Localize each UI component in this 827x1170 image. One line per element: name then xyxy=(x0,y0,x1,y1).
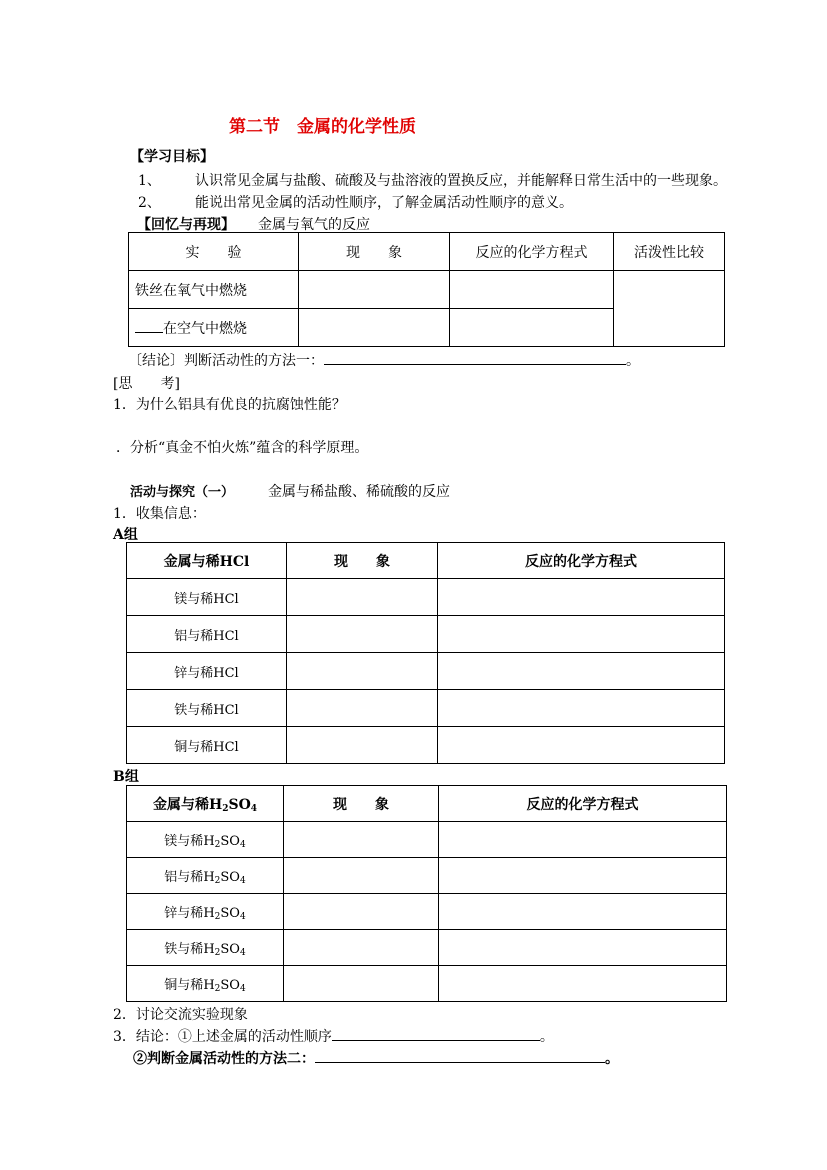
table-cell xyxy=(438,690,725,727)
blank-line xyxy=(135,332,163,333)
formula-subscript: 4 xyxy=(239,839,246,850)
formula-part: H xyxy=(203,977,215,993)
formula-subscript: 2 xyxy=(214,911,221,922)
row-text: 镁与稀 xyxy=(164,833,204,849)
formula-subscript: 2 xyxy=(214,839,221,850)
table-row-label: 镁与稀HCl xyxy=(127,579,287,616)
table-cell xyxy=(439,966,727,1002)
group-a-label: A组 xyxy=(113,527,138,543)
table-row-label: 锌与稀HCl xyxy=(127,653,287,690)
table-cell xyxy=(439,894,727,930)
formula-subscript: 4 xyxy=(239,983,246,994)
table-cell xyxy=(284,858,439,894)
table-cell xyxy=(299,271,450,309)
table-cell xyxy=(450,271,614,309)
activity-heading: 活动与探究（一） xyxy=(130,485,235,500)
table-header: 现 象 xyxy=(299,233,450,271)
table-cell xyxy=(284,894,439,930)
formula-part: SO xyxy=(220,905,240,921)
formula-subscript: 2 xyxy=(222,803,229,814)
h2so4-reaction-table xyxy=(126,785,727,1002)
table-row-label xyxy=(127,930,284,966)
formula-subscript: 2 xyxy=(214,947,221,958)
formula-part: SO xyxy=(220,869,240,885)
table-header: 活泼性比较 xyxy=(614,233,725,271)
goal-1-text: 认识常见金属与盐酸、硫酸及与盐溶液的置换反应，并能解释日常生活中的一些现象。 xyxy=(195,173,727,189)
activity-subtitle: 金属与稀盐酸、稀硫酸的反应 xyxy=(268,484,450,500)
table-header: 现 象 xyxy=(287,543,438,579)
review-heading: 【回忆与再现】 xyxy=(137,217,235,233)
table-cell xyxy=(287,579,438,616)
period: 。 xyxy=(626,353,640,369)
row-text: 铁与稀 xyxy=(164,941,204,957)
table-cell xyxy=(439,822,727,858)
row-text: 铜与稀 xyxy=(164,977,204,993)
table-cell xyxy=(287,653,438,690)
goal-1-number: 1、 xyxy=(138,173,161,189)
formula-subscript: 2 xyxy=(214,875,221,886)
table-cell xyxy=(287,727,438,764)
table-row-label: 铁与稀HCl xyxy=(127,690,287,727)
period: 。 xyxy=(539,1029,554,1045)
formula-subscript: 4 xyxy=(239,911,246,922)
table-cell xyxy=(299,309,450,347)
table-cell xyxy=(287,690,438,727)
hcl-reaction-table xyxy=(126,542,725,764)
conclusion-line xyxy=(128,350,640,370)
table-row-label: 铜与稀HCl xyxy=(127,727,287,764)
formula-part: SO xyxy=(220,833,240,849)
table-row-label xyxy=(127,894,284,930)
table-cell xyxy=(439,858,727,894)
row-text: 锌与稀 xyxy=(164,905,204,921)
goals-heading: 【学习目标】 xyxy=(130,149,214,165)
method-2-text: ②判断金属活动性的方法二： xyxy=(133,1051,315,1067)
blank-line xyxy=(315,1062,605,1063)
formula-part: SO xyxy=(220,941,240,957)
formula-part: H xyxy=(203,905,215,921)
page-title: 第二节 金属的化学性质 xyxy=(229,117,416,137)
table-cell xyxy=(439,930,727,966)
think-question-1: 1．为什么铝具有优良的抗腐蚀性能？ xyxy=(113,397,346,413)
goal-2-number: 2、 xyxy=(138,195,161,211)
conclusion-3-text: 3．结论：①上述金属的活动性顺序 xyxy=(113,1029,332,1045)
table-cell xyxy=(450,309,614,347)
table-row xyxy=(129,309,299,347)
table-cell xyxy=(284,822,439,858)
table-row-label xyxy=(127,822,284,858)
goal-2-text: 能说出常见金属的活动性顺序，了解金属活动性顺序的意义。 xyxy=(195,195,573,211)
think-heading: [思 考] xyxy=(113,376,180,392)
table-cell xyxy=(438,579,725,616)
table-header: 反应的化学方程式 xyxy=(450,233,614,271)
formula-subscript: 2 xyxy=(214,983,221,994)
blank-line xyxy=(324,364,626,365)
table-header: 现 象 xyxy=(284,786,439,822)
method-2-line xyxy=(133,1048,619,1068)
table-row-label: 铝与稀HCl xyxy=(127,616,287,653)
table-row-label xyxy=(127,966,284,1002)
table-cell xyxy=(284,930,439,966)
formula-part: H xyxy=(208,796,223,813)
table-cell xyxy=(287,616,438,653)
table-row-label xyxy=(127,858,284,894)
row-text: 铝与稀 xyxy=(164,869,204,885)
formula-part: H xyxy=(203,869,215,885)
formula-part: SO xyxy=(220,977,240,993)
formula-subscript: 4 xyxy=(239,875,246,886)
header-text: 金属与稀 xyxy=(152,796,209,813)
period: 。 xyxy=(605,1051,619,1067)
table-row-label: 铁丝在氧气中燃烧 xyxy=(129,271,299,309)
group-b-label: B组 xyxy=(113,769,139,785)
collect-info: 1．收集信息： xyxy=(113,506,206,522)
table-header: 反应的化学方程式 xyxy=(438,543,725,579)
review-subtitle: 金属与氧气的反应 xyxy=(258,217,370,233)
formula-part: H xyxy=(203,833,215,849)
blank-line xyxy=(332,1040,540,1041)
table-header: 金属与稀HCl xyxy=(127,543,287,579)
table-header xyxy=(127,786,284,822)
table-cell xyxy=(438,616,725,653)
table-header: 实 验 xyxy=(129,233,299,271)
table-cell xyxy=(614,271,725,347)
formula-part: H xyxy=(203,941,215,957)
formula-subscript: 4 xyxy=(250,803,258,814)
table-header: 反应的化学方程式 xyxy=(439,786,727,822)
oxygen-reaction-table xyxy=(128,232,725,347)
conclusion-3-line xyxy=(113,1026,554,1046)
formula-subscript: 4 xyxy=(239,947,246,958)
table-cell xyxy=(284,966,439,1002)
table-cell xyxy=(438,727,725,764)
think-question-2: ．分析“真金不怕火炼”蕴含的科学原理。 xyxy=(116,440,369,456)
table-cell xyxy=(438,653,725,690)
conclusion-1-text: 〔结论〕判断活动性的方法一： xyxy=(128,353,324,369)
table-row-label: 在空气中燃烧 xyxy=(163,320,247,337)
discuss-item: 2．讨论交流实验现象 xyxy=(113,1007,248,1023)
formula-part: SO xyxy=(228,796,251,813)
